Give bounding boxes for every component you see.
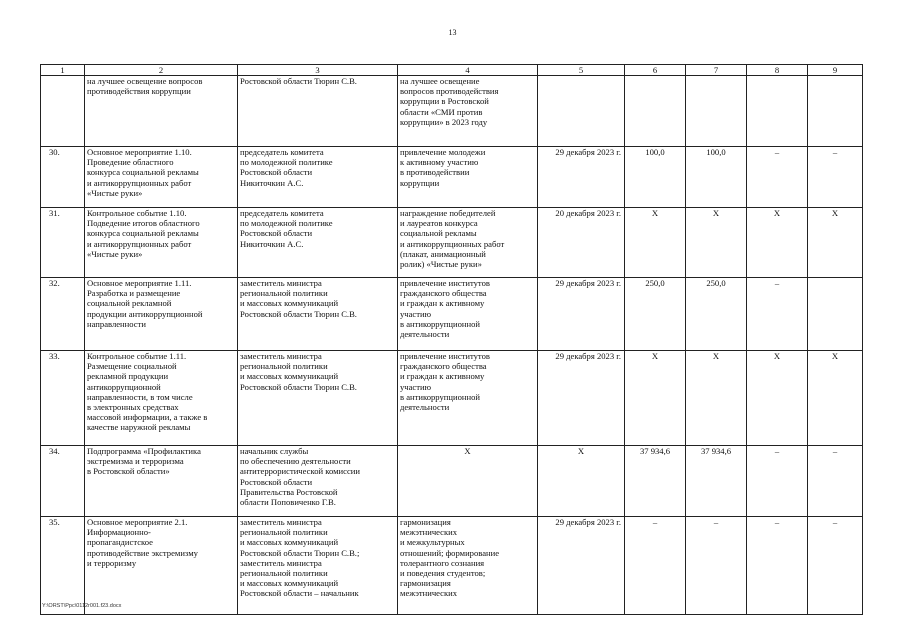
value-col6: – — [625, 517, 686, 615]
header-cell: 6 — [625, 65, 686, 76]
value-col9: – — [808, 446, 863, 517]
responsible: заместитель министра региональной политики и массовых коммуникаций Ростовской области Тюрин С.В. — [238, 351, 398, 446]
deadline — [538, 76, 625, 147]
responsible: заместитель министра региональной политики и массовых коммуникаций Ростовской области Тюрин С.В. — [238, 278, 398, 351]
row-number: 32. — [41, 278, 85, 351]
value-col8: Х — [747, 208, 808, 278]
page-number: 13 — [448, 28, 457, 37]
value-col7: 37 934,6 — [686, 446, 747, 517]
header-cell: 5 — [538, 65, 625, 76]
row-number: 35. — [41, 517, 85, 615]
value-col9 — [808, 278, 863, 351]
row-number: 30. — [41, 147, 85, 208]
deadline: 29 декабря 2023 г. — [538, 278, 625, 351]
table-row — [41, 147, 863, 208]
value-col7: 250,0 — [686, 278, 747, 351]
event-name: Контрольное событие 1.11. Размещение социальной рекламной продукции антикоррупционной направленности, в том числе в электронных средствах массовой информации, а также в качестве наружной рекламы — [85, 351, 238, 446]
row-number: 34. — [41, 446, 85, 517]
expected-result: награждение победителей и лауреатов конкурса социальной рекламы и антикоррупционных работ (плакат, анимационный ролик) «Чистые руки» — [398, 208, 538, 278]
expected-result: гармонизация межэтнических и межкультурных отношений; формирование толерантного сознания и поведения студентов; гармонизация межэтнических — [398, 517, 538, 615]
value-col6: 100,0 — [625, 147, 686, 208]
responsible: начальник службы по обеспечению деятельности антитеррористической комиссии Ростовской области Правительства Ростовской области Поповиченко Г.В. — [238, 446, 398, 517]
deadline: 20 декабря 2023 г. — [538, 208, 625, 278]
value-col7 — [686, 76, 747, 147]
expected-result: привлечение институтов гражданского общества и граждан к активному участию в антикоррупционной деятельности — [398, 351, 538, 446]
table-row — [41, 76, 863, 147]
table-row — [41, 351, 863, 446]
event-name: Контрольное событие 1.10. Подведение итогов областного конкурса социальной рекламы и антикоррупционных работ «Чистые руки» — [85, 208, 238, 278]
deadline: 29 декабря 2023 г. — [538, 147, 625, 208]
event-name: Основное мероприятие 2.1. Информационно- пропагандистское противодействие экстремизму и терроризму — [85, 517, 238, 615]
expected-result: на лучшее освещение вопросов противодействия коррупции в Ростовской области «СМИ против коррупции» в 2023 году — [398, 76, 538, 147]
table-row — [41, 517, 863, 615]
value-col6: 37 934,6 — [625, 446, 686, 517]
deadline: 29 декабря 2023 г. — [538, 517, 625, 615]
plan-table — [40, 64, 863, 615]
expected-result: Х — [398, 446, 538, 517]
value-col6: Х — [625, 351, 686, 446]
value-col6 — [625, 76, 686, 147]
event-name: Основное мероприятие 1.11. Разработка и размещение социальной рекламной продукции антикоррупционной направленности — [85, 278, 238, 351]
responsible: председатель комитета по молодежной политике Ростовской области Никиточкин А.С. — [238, 208, 398, 278]
value-col7: Х — [686, 351, 747, 446]
row-number: 33. — [41, 351, 85, 446]
responsible: Ростовской области Тюрин С.В. — [238, 76, 398, 147]
header-cell: 2 — [85, 65, 238, 76]
value-col6: Х — [625, 208, 686, 278]
header-row — [41, 65, 863, 76]
value-col8: – — [747, 517, 808, 615]
table-row — [41, 278, 863, 351]
header-cell: 1 — [41, 65, 85, 76]
event-name: Основное мероприятие 1.10. Проведение областного конкурса социальной рекламы и антикоррупционных работ «Чистые руки» — [85, 147, 238, 208]
value-col7: Х — [686, 208, 747, 278]
expected-result: привлечение институтов гражданского общества и граждан к активному участию в антикоррупционной деятельности — [398, 278, 538, 351]
value-col9: Х — [808, 208, 863, 278]
value-col9: – — [808, 517, 863, 615]
deadline: 29 декабря 2023 г. — [538, 351, 625, 446]
event-name: на лучшее освещение вопросов противодействия коррупции — [85, 76, 238, 147]
deadline: Х — [538, 446, 625, 517]
value-col8: – — [747, 446, 808, 517]
value-col8 — [747, 76, 808, 147]
expected-result: привлечение молодежи к активному участию в противодействии коррупции — [398, 147, 538, 208]
row-number: 31. — [41, 208, 85, 278]
header-cell: 7 — [686, 65, 747, 76]
value-col7: 100,0 — [686, 147, 747, 208]
table-row — [41, 208, 863, 278]
value-col8: Х — [747, 351, 808, 446]
value-col8: – — [747, 278, 808, 351]
value-col9: Х — [808, 351, 863, 446]
header-cell: 8 — [747, 65, 808, 76]
table-row — [41, 446, 863, 517]
event-name: Подпрограмма «Профилактика экстремизма и терроризма в Ростовской области» — [85, 446, 238, 517]
value-col9: – — [808, 147, 863, 208]
header-cell: 3 — [238, 65, 398, 76]
row-number — [41, 76, 85, 147]
responsible: председатель комитета по молодежной политике Ростовской области Никиточкин А.С. — [238, 147, 398, 208]
value-col6: 250,0 — [625, 278, 686, 351]
header-cell: 9 — [808, 65, 863, 76]
file-path-footer: Y:\ORST\Ppc\0112r001.f23.docx — [42, 603, 122, 609]
value-col9 — [808, 76, 863, 147]
responsible: заместитель министра региональной политики и массовых коммуникаций Ростовской области Тюрин С.В.; заместитель министра региональной политики и массовых коммуникаций Ростовской области – начальник — [238, 517, 398, 615]
header-cell: 4 — [398, 65, 538, 76]
value-col7: – — [686, 517, 747, 615]
value-col8: – — [747, 147, 808, 208]
